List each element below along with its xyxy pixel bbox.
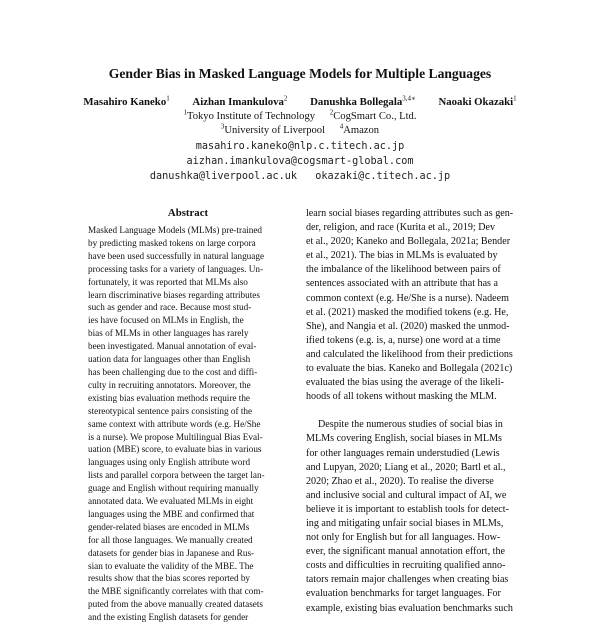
text-line: sian to evaluate the validity of the MBE. The (88, 560, 254, 571)
paragraph (306, 418, 532, 615)
text-line: MLMs covering English, social biases in MLMs (306, 433, 502, 445)
text-line: et al., 2021). The bias in MLMs is evaluated by (306, 250, 498, 262)
text-line: such as gender and race. Because most stud- (88, 302, 252, 313)
text-line: lists and parallel corpora between the target lan- (88, 470, 265, 481)
email: okazaki@c.titech.ac.jp (315, 171, 451, 182)
email-line-3 (0, 171, 600, 182)
text-line: processing tasks for a variety of languages. Un- (88, 263, 264, 274)
text-line: tators remain major challenges when creating bias (306, 574, 509, 586)
text-line: results show that the bias scores reported by (88, 573, 251, 584)
text-line: et al. (2021) masked the modified tokens (e.g. He, (306, 306, 509, 318)
text-line: same context with attribute words (e.g. He/She (88, 418, 261, 429)
author: Naoaki Okazaki$^1$ (438, 94, 517, 108)
text-line: been investigated. Manual annotation of eval- (88, 341, 257, 352)
text-line: uation data for languages other than English (88, 354, 251, 365)
author: Danushka Bollegala$^{3,4∗}$ (310, 94, 416, 108)
text-line: not only for English but for all languages. How- (306, 532, 501, 544)
text-line: evaluated the bias using the average of the likeli- (306, 377, 504, 389)
text-line: has been challenging due to the cost and diffi- (88, 366, 258, 377)
text-line: guage and English without requiring manually (88, 483, 259, 494)
text-line: by predicting masked tokens on large corpora (88, 237, 256, 248)
text-line: for all those languages. We manually created (88, 534, 253, 545)
author-list (0, 96, 600, 108)
text-line: hoods of all tokens without masking the MLM. (306, 391, 497, 403)
text-line: languages using only English attribute word (88, 457, 251, 468)
email-line-2 (0, 156, 600, 167)
text-line: and the existing English datasets for gender (88, 612, 249, 623)
text-line: and Lupyan, 2020; Liang et al., 2020; Bartl et al., (306, 461, 506, 473)
text-line: and calculated the likelihood from their predictions (306, 348, 513, 360)
text-line: is a nurse). We propose Multilingual Bias Eval- (88, 431, 263, 442)
text-line: ever, the significant manual annotation effort, the (306, 546, 505, 558)
text-line: and inclusive social and cultural impact of AI, we (306, 489, 507, 501)
text-line: uation (MBE) score, to evaluate bias in various (88, 444, 262, 455)
text-line: learn social biases regarding attributes such as gen- (306, 208, 514, 219)
text-line: ified tokens (e.g. is, a, nurse) one word at a time (306, 334, 501, 346)
text-line: She), and Nangia et al. (2020) masked the unmod- (306, 320, 510, 332)
email: aizhan.imankulova@cogsmart-global.com (186, 156, 414, 167)
text-line: costs and difficulties in recruiting qualified anno- (306, 560, 506, 572)
affiliations-line-1 (0, 108, 600, 122)
introduction-column (306, 207, 532, 616)
text-line: existing bias evaluation methods require the (88, 392, 251, 403)
text-line: common context (e.g. He/She is a nurse). Nadeem (306, 292, 509, 304)
text-line: ing and mitigating unfair social biases in MLMs, (306, 517, 504, 529)
author: Masahiro Kaneko$^1$ (83, 94, 170, 108)
abstract-heading: Abstract (167, 207, 209, 219)
affiliations-line-2 (0, 122, 600, 136)
text-line: languages using the MBE and confirmed that (88, 508, 255, 519)
text-line: evaluation benchmarks for target languages. For (306, 588, 501, 600)
text-line: the imbalance of the likelihood between pairs of (306, 264, 501, 276)
paper-title: Gender Bias in Masked Language Models for Multiple Languages (108, 66, 492, 81)
text-line: ies have focused on MLMs in English, the (88, 315, 244, 326)
email-line-1 (0, 141, 600, 152)
text-line: stereotypical sentence pairs consisting of the (88, 405, 253, 416)
text-line: learn discriminative biases regarding attributes (88, 289, 260, 300)
text-line: bias of MLMs in other languages has rarely (88, 328, 249, 339)
text-line: et al., 2020; Kaneko and Bollegala, 2021a; Bender (306, 236, 511, 248)
affiliation: $^3$University of Liverpool (220, 122, 326, 136)
text-line: annotated data. We evaluated MLMs in eight (88, 496, 254, 507)
affiliation: $^4$Amazon (339, 122, 380, 136)
text-line: have been used successfully in natural language (88, 250, 265, 261)
text-line: the MBE significantly correlates with that com- (88, 586, 264, 597)
text-line: example, existing bias evaluation benchmarks such (306, 602, 513, 614)
email: masahiro.kaneko@nlp.c.titech.ac.jp (195, 141, 405, 152)
text-line: 2020; Zhao et al., 2020). To realise the diverse (306, 475, 494, 487)
text-line: gender-related biases are encoded in MLMs (88, 521, 250, 532)
text-line: Despite the numerous studies of social bias in (318, 419, 503, 431)
affiliation: $^2$CogSmart Co., Ltd. (329, 108, 417, 122)
email: danushka@liverpool.ac.uk (149, 171, 298, 182)
text-line: der, religion, and race (Kurita et al., 2019; Dev (306, 222, 496, 234)
text-line: fortunately, it was reported that MLMs also (88, 276, 248, 287)
abstract-body (88, 224, 288, 624)
text-line: to evaluate the bias. Kaneko and Bollegala (2021c) (306, 363, 513, 375)
text-line: culty in recruiting annotators. Moreover, the (88, 379, 251, 390)
text-line: for other languages remain understudied (Lewis (306, 447, 500, 459)
text-line: Masked Language Models (MLMs) pre-trained (88, 225, 263, 235)
affiliation: $^1$Tokyo Institute of Technology (183, 108, 316, 122)
paragraph (306, 207, 532, 404)
author: Aizhan Imankulova$^2$ (192, 94, 288, 108)
text-line: sentences associated with an attribute that has a (306, 278, 498, 290)
text-line: believe it is important to establish tools for detect- (306, 503, 509, 515)
text-line: datasets for gender bias in Japanese and Rus- (88, 547, 255, 558)
text-line: puted from the above manually created datasets (88, 599, 264, 610)
